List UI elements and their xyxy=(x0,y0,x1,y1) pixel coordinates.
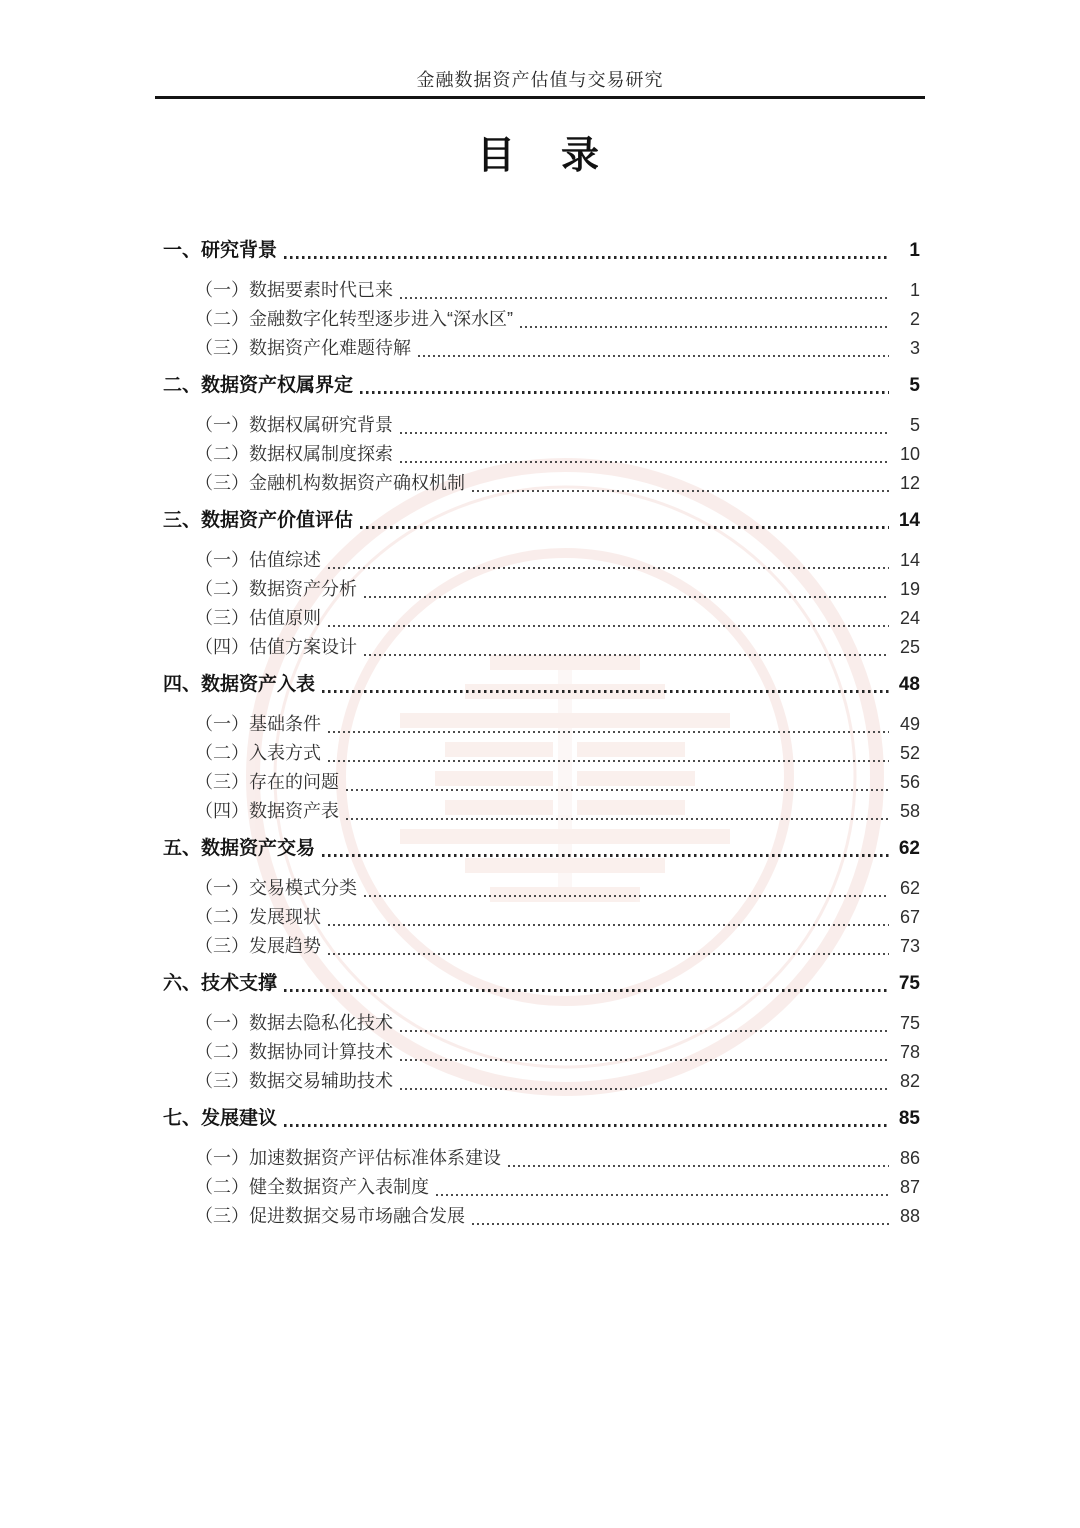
toc-item-row xyxy=(163,1009,920,1038)
toc-item-page: 52 xyxy=(899,743,920,763)
toc-section-row xyxy=(163,672,920,698)
toc-item-label: （二）发展现状 xyxy=(195,907,321,927)
toc-section-row xyxy=(163,971,920,997)
toc-item-page: 86 xyxy=(899,1148,920,1168)
toc-item-row xyxy=(163,710,920,739)
toc-item-page: 78 xyxy=(899,1042,920,1062)
toc-item-label: （一）基础条件 xyxy=(195,714,321,734)
toc-item-page: 10 xyxy=(899,444,920,464)
dot-leader xyxy=(472,490,889,492)
dot-leader xyxy=(284,256,889,259)
toc-item-page: 24 xyxy=(899,608,920,628)
toc-item-row xyxy=(163,1038,920,1067)
dot-leader xyxy=(400,1030,889,1032)
toc-item-row xyxy=(163,797,920,826)
dot-leader xyxy=(364,654,889,656)
toc-item-label: （一）数据要素时代已来 xyxy=(195,280,393,300)
toc-section-row xyxy=(163,508,920,534)
dot-leader xyxy=(472,1223,889,1225)
toc-item-label: （四）估值方案设计 xyxy=(195,637,357,657)
toc-section xyxy=(163,836,920,961)
toc-section xyxy=(163,1106,920,1231)
toc-section-label: 三、数据资产价值评估 xyxy=(163,510,354,531)
toc-item-page: 88 xyxy=(899,1206,920,1226)
dot-leader xyxy=(322,690,889,693)
toc-item-label: （一）加速数据资产评估标准体系建设 xyxy=(195,1148,501,1168)
toc-item-label: （三）发展趋势 xyxy=(195,936,321,956)
toc-item-page: 75 xyxy=(899,1013,920,1033)
toc-item-label: （三）数据交易辅助技术 xyxy=(195,1071,393,1091)
toc-item-row xyxy=(163,440,920,469)
dot-leader xyxy=(328,731,889,733)
toc-item-page: 87 xyxy=(899,1177,920,1197)
toc-item-row xyxy=(163,334,920,363)
toc-item-row xyxy=(163,1144,920,1173)
toc-section-row xyxy=(163,373,920,399)
toc-item-page: 19 xyxy=(899,579,920,599)
toc-item-row xyxy=(163,276,920,305)
toc-section xyxy=(163,238,920,363)
toc-section xyxy=(163,373,920,498)
toc-item-label: （二）金融数字化转型逐步进入“深水区” xyxy=(195,309,513,329)
toc-item-label: （二）健全数据资产入表制度 xyxy=(195,1177,429,1197)
dot-leader xyxy=(284,989,889,992)
toc-item-label: （一）交易模式分类 xyxy=(195,878,357,898)
toc-section xyxy=(163,971,920,1096)
toc-item-page: 5 xyxy=(909,415,920,435)
toc-section-label: 二、数据资产权属界定 xyxy=(163,375,354,396)
toc-item-label: （一）数据权属研究背景 xyxy=(195,415,393,435)
dot-leader xyxy=(328,953,889,955)
dot-leader xyxy=(346,789,889,791)
toc-section-page: 75 xyxy=(898,973,920,994)
toc-item-page: 1 xyxy=(909,280,920,300)
toc-item-page: 58 xyxy=(899,801,920,821)
toc-section-page: 48 xyxy=(898,674,920,695)
toc-section-row xyxy=(163,1106,920,1132)
dot-leader xyxy=(400,432,889,434)
dot-leader xyxy=(284,1124,889,1127)
dot-leader xyxy=(360,526,889,529)
dot-leader xyxy=(400,461,889,463)
dot-leader xyxy=(400,297,889,299)
dot-leader xyxy=(328,924,889,926)
toc-section-label: 一、研究背景 xyxy=(163,240,278,261)
dot-leader xyxy=(418,355,889,357)
toc-item-label: （三）金融机构数据资产确权机制 xyxy=(195,473,465,493)
toc-item-page: 62 xyxy=(899,878,920,898)
toc-item-label: （二）数据协同计算技术 xyxy=(195,1042,393,1062)
toc-item-row xyxy=(163,575,920,604)
running-header-title: 金融数据资产估值与交易研究 xyxy=(416,70,664,90)
toc-item-page: 14 xyxy=(899,550,920,570)
toc-item-label: （三）存在的问题 xyxy=(195,772,339,792)
dot-leader xyxy=(508,1165,889,1167)
toc-item-page: 25 xyxy=(899,637,920,657)
dot-leader xyxy=(322,854,889,857)
dot-leader xyxy=(328,625,889,627)
toc-item-row xyxy=(163,874,920,903)
toc-item-label: （三）估值原则 xyxy=(195,608,321,628)
toc-item-label: （二）数据资产分析 xyxy=(195,579,357,599)
toc-section-page: 5 xyxy=(909,375,920,396)
toc-item-page: 73 xyxy=(899,936,920,956)
toc-section-page: 62 xyxy=(898,838,920,859)
toc-section-page: 14 xyxy=(898,510,920,531)
dot-leader xyxy=(400,1059,889,1061)
toc-section-label: 五、数据资产交易 xyxy=(163,838,316,859)
dot-leader xyxy=(346,818,889,820)
toc-item-row xyxy=(163,604,920,633)
toc-item-row xyxy=(163,469,920,498)
toc-section xyxy=(163,508,920,662)
toc-section-label: 四、数据资产入表 xyxy=(163,674,316,695)
dot-leader xyxy=(400,1088,889,1090)
toc-item-label: （三）促进数据交易市场融合发展 xyxy=(195,1206,465,1226)
toc-item-row xyxy=(163,1067,920,1096)
toc-item-page: 67 xyxy=(899,907,920,927)
toc-item-row xyxy=(163,1173,920,1202)
toc-item-label: （二）入表方式 xyxy=(195,743,321,763)
toc-section-label: 六、技术支撑 xyxy=(163,973,278,994)
toc-section-label: 七、发展建议 xyxy=(163,1108,278,1129)
toc-item-row xyxy=(163,739,920,768)
toc-section-row xyxy=(163,238,920,264)
toc-item-label: （一）估值综述 xyxy=(195,550,321,570)
toc-item-page: 3 xyxy=(909,338,920,358)
toc-item-row xyxy=(163,305,920,334)
toc-item-row xyxy=(163,903,920,932)
toc-item-label: （三）数据资产化难题待解 xyxy=(195,338,411,358)
toc-item-label: （一）数据去隐私化技术 xyxy=(195,1013,393,1033)
toc-section xyxy=(163,672,920,826)
toc-section-page: 85 xyxy=(898,1108,920,1129)
dot-leader xyxy=(328,760,889,762)
toc-item-page: 2 xyxy=(909,309,920,329)
dot-leader xyxy=(364,895,889,897)
dot-leader xyxy=(436,1194,889,1196)
toc-item-row xyxy=(163,1202,920,1231)
toc-item-row xyxy=(163,546,920,575)
toc-item-page: 12 xyxy=(899,473,920,493)
dot-leader xyxy=(364,596,889,598)
toc-list xyxy=(163,238,920,1232)
dot-leader xyxy=(360,391,889,394)
toc-item-page: 49 xyxy=(899,714,920,734)
toc-item-row xyxy=(163,411,920,440)
toc-item-row xyxy=(163,633,920,662)
toc-section-page: 1 xyxy=(909,240,920,261)
toc-item-row xyxy=(163,932,920,961)
dot-leader xyxy=(520,326,889,328)
dot-leader xyxy=(328,567,889,569)
toc-item-row xyxy=(163,768,920,797)
toc-item-page: 82 xyxy=(899,1071,920,1091)
toc-item-label: （二）数据权属制度探索 xyxy=(195,444,393,464)
toc-item-page: 56 xyxy=(899,772,920,792)
toc-page-title: 目 录 xyxy=(476,135,603,177)
header-rule xyxy=(155,96,925,99)
toc-section-row xyxy=(163,836,920,862)
toc-item-label: （四）数据资产表 xyxy=(195,801,339,821)
